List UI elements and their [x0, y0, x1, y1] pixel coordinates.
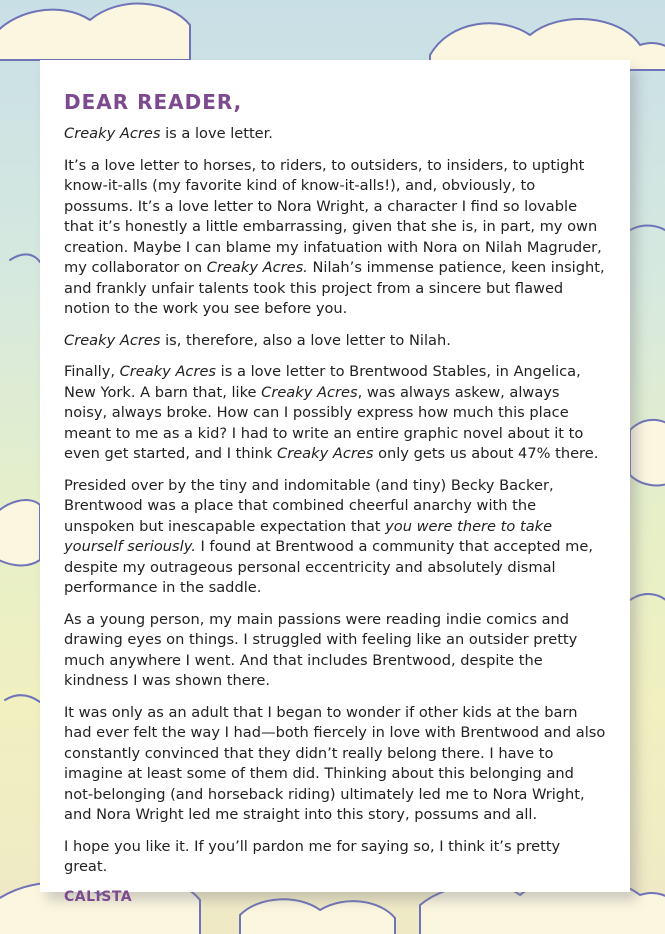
letter-body [64, 124, 606, 878]
paragraph-text: It’s a love letter to horses, to riders, to outsiders, to insiders, to uptight know-it-alls (my favorite kind of know-it-alls!), and, obviously, to possums. It’s a love letter to Nora Wright, a character I find so lovable that it’s honestly a little embarrassing, given that she is, in part, my own creation. Maybe I can blame my infatuation with Nora on Nilah Magruder, my collaborator on [64, 156, 602, 276]
paragraph-text: As a young person, my main passions were reading indie comics and drawing eyes on things. I struggled with feeling like an outsider pretty much anywhere I went. And that includes Brentwood, despite the kindness I was shown there. [64, 610, 578, 689]
italic-text: Creaky Acres [64, 125, 161, 142]
letter-page [40, 60, 630, 905]
paragraph-text: is, therefore, also a love letter to Nilah. [160, 331, 451, 349]
letter-paragraph [64, 331, 606, 352]
paragraph-text: only gets us about 47% there. [373, 445, 599, 462]
paragraph-text: Nilah’s immense patience, keen insight, and frankly unfair talents took this project from a sincere but flawed notion to the work you see before you. [64, 259, 605, 317]
italic-text: you were there to take yourself seriously. [64, 517, 553, 555]
paragraph-text: I found at Brentwood a community that accepted me, despite my outrageous personal eccentricity and absolutely dismal performance in the saddle. [64, 538, 593, 596]
paragraph-text: is a love letter to Brentwood Stables, in Angelica, New York. A barn that, like [64, 363, 581, 401]
letter-paragraph [64, 610, 606, 692]
italic-text: Creaky Acres [119, 363, 217, 380]
paragraph-text: , was always askew, always noisy, always broke. How can I possibly express how much this place meant to me as a kid? I had to write an entire graphic novel about it to even get started, and I think [64, 383, 584, 462]
letter-signature: CALISTA [64, 888, 133, 905]
paragraph-text: It was only as an adult that I began to wonder if other kids at the barn had ever felt the way I had—both fiercely in love with Brentwood and also constantly convinced that they didn’t really belong there. I have to imagine at least some of them did. Thinking about this belonging and not-belonging (and horseback riding) ultimately led me to Nora Wright, and Nora Wright led me straight into this story, possums and all. [64, 703, 606, 823]
letter-paragraph [64, 124, 606, 145]
italic-text: Creaky Acres. [206, 259, 308, 276]
letter-heading: DEAR READER, [64, 90, 243, 114]
paragraph-text: is a love letter. [160, 125, 273, 142]
italic-text: Creaky Acres [261, 383, 358, 401]
letter-paragraph [64, 703, 606, 826]
italic-text: Creaky Acres [64, 331, 161, 349]
paragraph-text: Presided over by the tiny and indomitable (and tiny) Becky Backer, Brentwood was a place that combined cheerful anarchy with the unspoken but inescapable expectation that [64, 476, 554, 535]
paragraph-text: Finally, [64, 363, 120, 380]
italic-text: Creaky Acres [277, 445, 374, 462]
letter-paragraph [64, 156, 606, 320]
letter-paragraph [64, 476, 606, 599]
letter-paragraph [64, 362, 606, 465]
letter-paragraph [64, 837, 606, 878]
paragraph-text: I hope you like it. If you’ll pardon me for saying so, I think it’s pretty great. [64, 837, 561, 875]
